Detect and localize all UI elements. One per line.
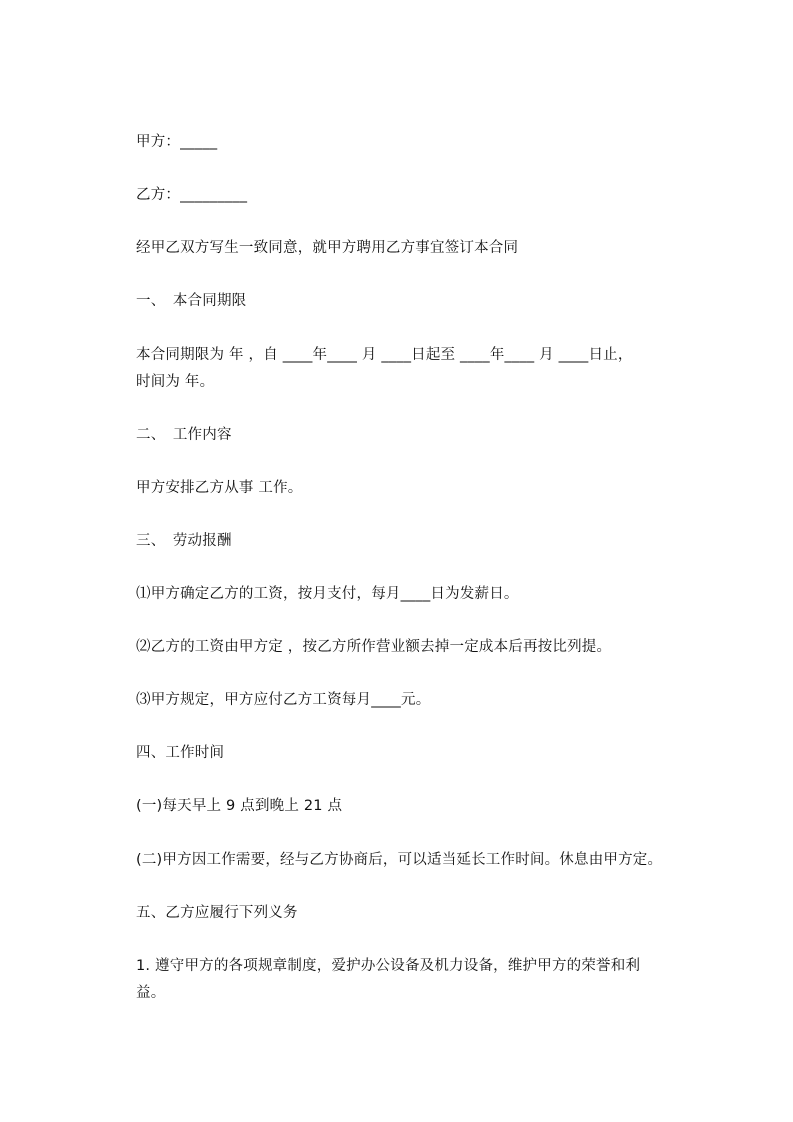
section-1-paragraph-line-2: 时间为 年。 (136, 374, 215, 390)
section-3-item-1: ⑴甲方确定乙方的工资，按月支付，每月____日为发薪日。 (136, 586, 519, 602)
intro-paragraph: 经甲乙双方写生一致同意，就甲方聘用乙方事宜签订本合同 (136, 240, 519, 256)
section-5-title: 五、乙方应履行下列义务 (136, 905, 298, 921)
section-2-paragraph: 甲方安排乙方从事 工作。 (136, 480, 303, 496)
section-4-item-2: (二)甲方因工作需要，经与乙方协商后，可以适当延长工作时间。休息由甲方定。 (136, 852, 663, 868)
party-b-line: 乙方：_________ (136, 187, 248, 203)
section-5-item-1-line-2: 益。 (136, 985, 166, 1001)
section-5-item-1-line-1: 1. 遵守甲方的各项规章制度，爱护办公设备及机力设备，维护甲方的荣誉和利 (136, 958, 641, 974)
section-1-paragraph-line-1: 本合同期限为 年 ，自 ____年____ 月 ____日起至 ____年____ 月 ____日止， (136, 347, 633, 363)
section-4-title: 四、工作时间 (136, 745, 225, 761)
section-3-item-2: ⑵乙方的工资由甲方定 ，按乙方所作营业额去掉一定成本后再按比列提。 (136, 639, 612, 655)
section-1-title: 一、 本合同期限 (136, 293, 247, 309)
section-3-item-3: ⑶甲方规定，甲方应付乙方工资每月____元。 (136, 692, 431, 708)
party-a-line: 甲方：_____ (136, 134, 218, 150)
section-3-title: 三、 劳动报酬 (136, 533, 232, 549)
section-2-title: 二、 工作内容 (136, 427, 232, 443)
section-4-item-1: (一)每天早上 9 点到晚上 21 点 (136, 798, 343, 814)
